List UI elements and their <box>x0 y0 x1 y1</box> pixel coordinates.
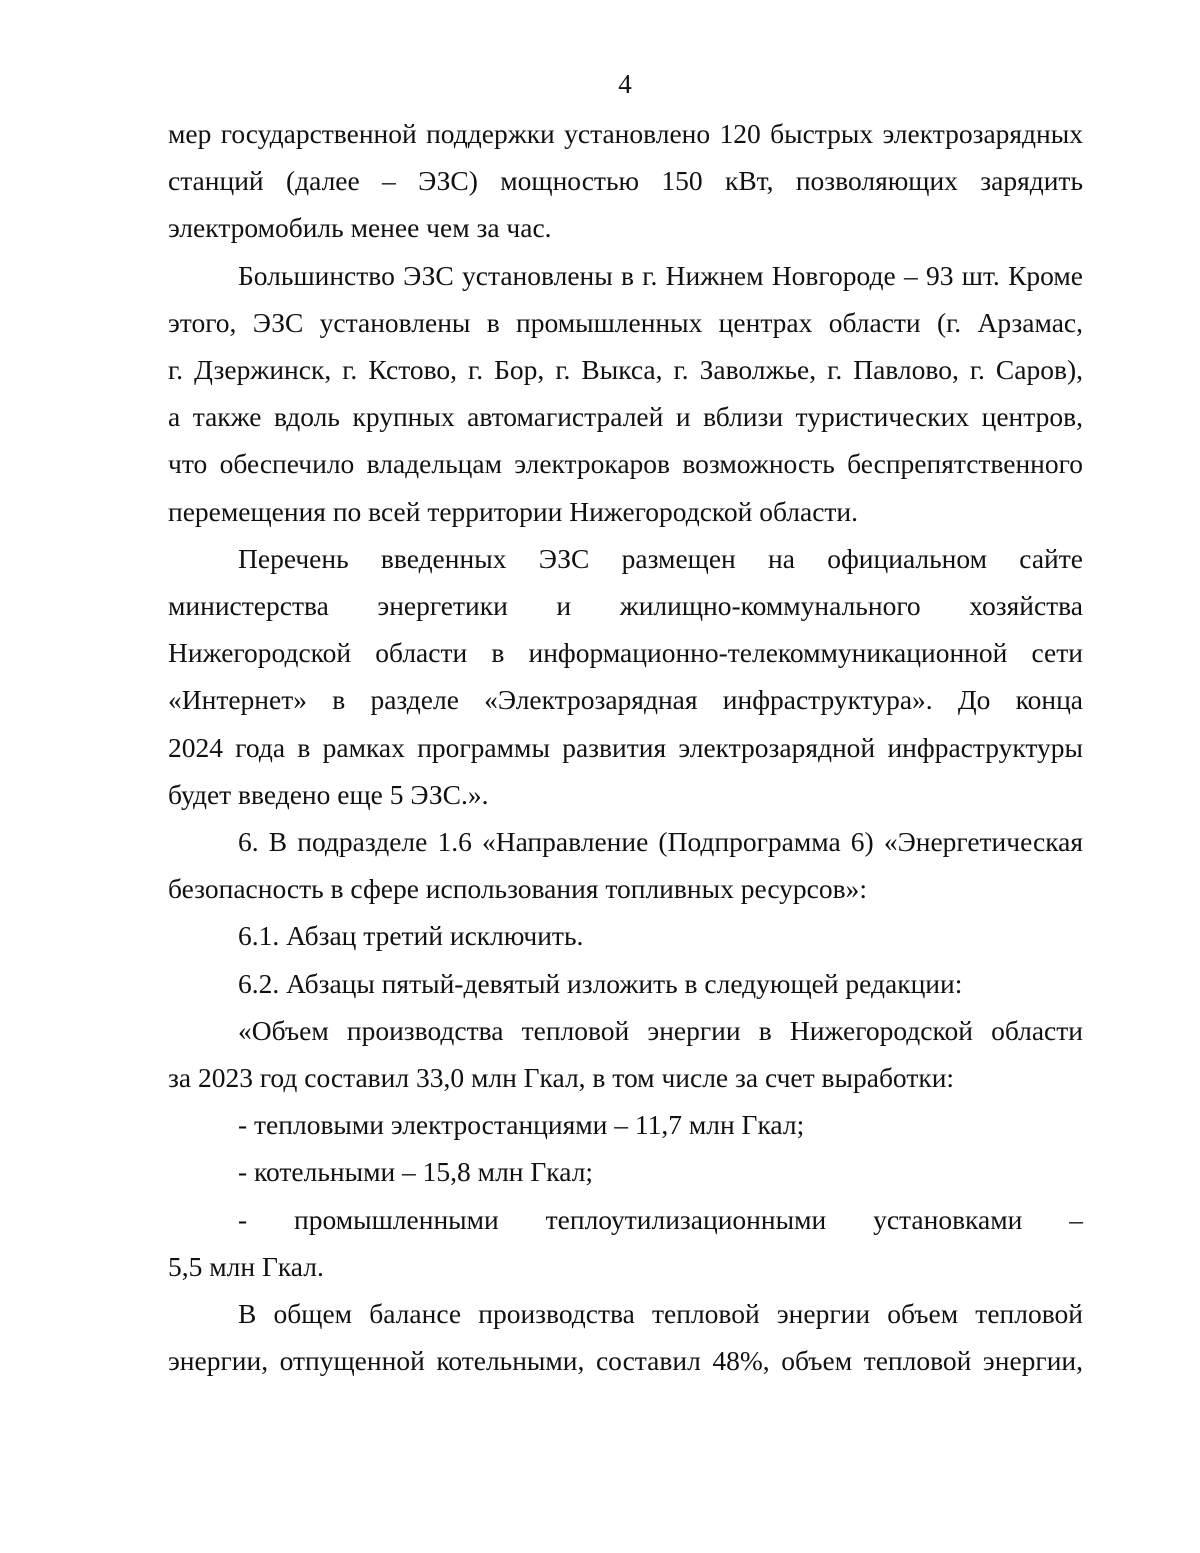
paragraph-3-line-4: «Интернет» в разделе «Электрозарядная инфраструктура». До конца <box>168 684 1083 716</box>
paragraph-10-line-1 <box>168 1196 1083 1243</box>
paragraph-6-line-1: 6.2. Абзацы пятый-девятый изложить в следующей редакции: <box>238 967 963 999</box>
paragraph-10-word-3: теплоутилизационными <box>545 1203 827 1235</box>
paragraph-4-line-1: 6. В подразделе 1.6 «Направление (Подпрограмма 6) «Энергетическая <box>238 826 1083 858</box>
paragraph-2 <box>168 252 1083 535</box>
paragraph-11 <box>168 1290 1083 1384</box>
paragraph-8-line-1: - тепловыми электростанциями – 11,7 млн Гкал; <box>238 1109 805 1141</box>
paragraph-2-line-4: а также вдоль крупных автомагистралей и вблизи туристических центров, <box>168 401 1083 433</box>
paragraph-2-line-5: что обеспечило владельцам электрокаров возможность беспрепятственного <box>168 448 1083 480</box>
paragraph-3 <box>168 535 1083 818</box>
paragraph-5 <box>168 912 1083 959</box>
paragraph-3-line-1: Перечень введенных ЭЗС размещен на официальном сайте <box>238 542 1083 574</box>
paragraph-1-line-1: мер государственной поддержки установлено 120 быстрых электрозарядных <box>168 118 1083 149</box>
paragraph-9 <box>168 1148 1083 1195</box>
paragraph-4 <box>168 818 1083 912</box>
paragraph-5-line-1: 6.1. Абзац третий исключить. <box>238 920 584 952</box>
paragraph-9-line-1: - котельными – 15,8 млн Гкал; <box>238 1156 594 1188</box>
paragraph-2-line-3: г. Дзержинск, г. Кстово, г. Бор, г. Выкса, г. Заволжье, г. Павлово, г. Саров), <box>168 354 1083 386</box>
paragraph-3-line-6: будет введено еще 5 ЭЗС.». <box>168 778 489 810</box>
paragraph-3-line-3: Нижегородской области в информационно-телекоммуникационной сети <box>168 637 1083 669</box>
paragraph-1-line-3: электромобиль менее чем за час. <box>168 212 552 244</box>
paragraph-1-line-2: станций (далее – ЭЗС) мощностью 150 кВт, позволяющих зарядить <box>168 165 1083 197</box>
page-number: 4 <box>618 69 632 99</box>
paragraph-10-line-2: 5,5 млн Гкал. <box>168 1250 324 1282</box>
document-body <box>168 110 1083 1384</box>
paragraph-2-line-1: Большинство ЭЗС установлены в г. Нижнем Новгороде – 93 шт. Кроме <box>238 259 1083 291</box>
paragraph-2-line-6: перемещения по всей территории Нижегородской области. <box>168 495 859 527</box>
paragraph-4-line-2: безопасность в сфере использования топливных ресурсов»: <box>168 873 868 905</box>
paragraph-6 <box>168 960 1083 1007</box>
paragraph-2-line-2: этого, ЭЗС установлены в промышленных центрах области (г. Арзамас, <box>168 306 1083 338</box>
paragraph-11-line-1: В общем балансе производства тепловой энергии объем тепловой <box>238 1298 1083 1330</box>
paragraph-11-line-2: энергии, отпущенной котельными, составил 48%, объем тепловой энергии, <box>168 1345 1083 1377</box>
paragraph-8 <box>168 1101 1083 1148</box>
paragraph-1 <box>168 110 1083 252</box>
paragraph-7 <box>168 1007 1083 1101</box>
paragraph-10 <box>168 1196 1083 1290</box>
paragraph-10-word-4: установками <box>873 1203 1023 1235</box>
paragraph-10-word-1: - <box>238 1203 248 1235</box>
paragraph-3-line-2: министерства энергетики и жилищно-коммунального хозяйства <box>168 590 1083 622</box>
paragraph-10-word-5: – <box>1069 1203 1083 1235</box>
paragraph-3-line-5: 2024 года в рамках программы развития электрозарядной инфраструктуры <box>168 731 1083 763</box>
paragraph-7-line-1: «Объем производства тепловой энергии в Нижегородской области <box>238 1014 1083 1046</box>
paragraph-10-word-2: промышленными <box>294 1203 499 1235</box>
paragraph-7-line-2: за 2023 год составил 33,0 млн Гкал, в том числе за счет выработки: <box>168 1062 955 1094</box>
